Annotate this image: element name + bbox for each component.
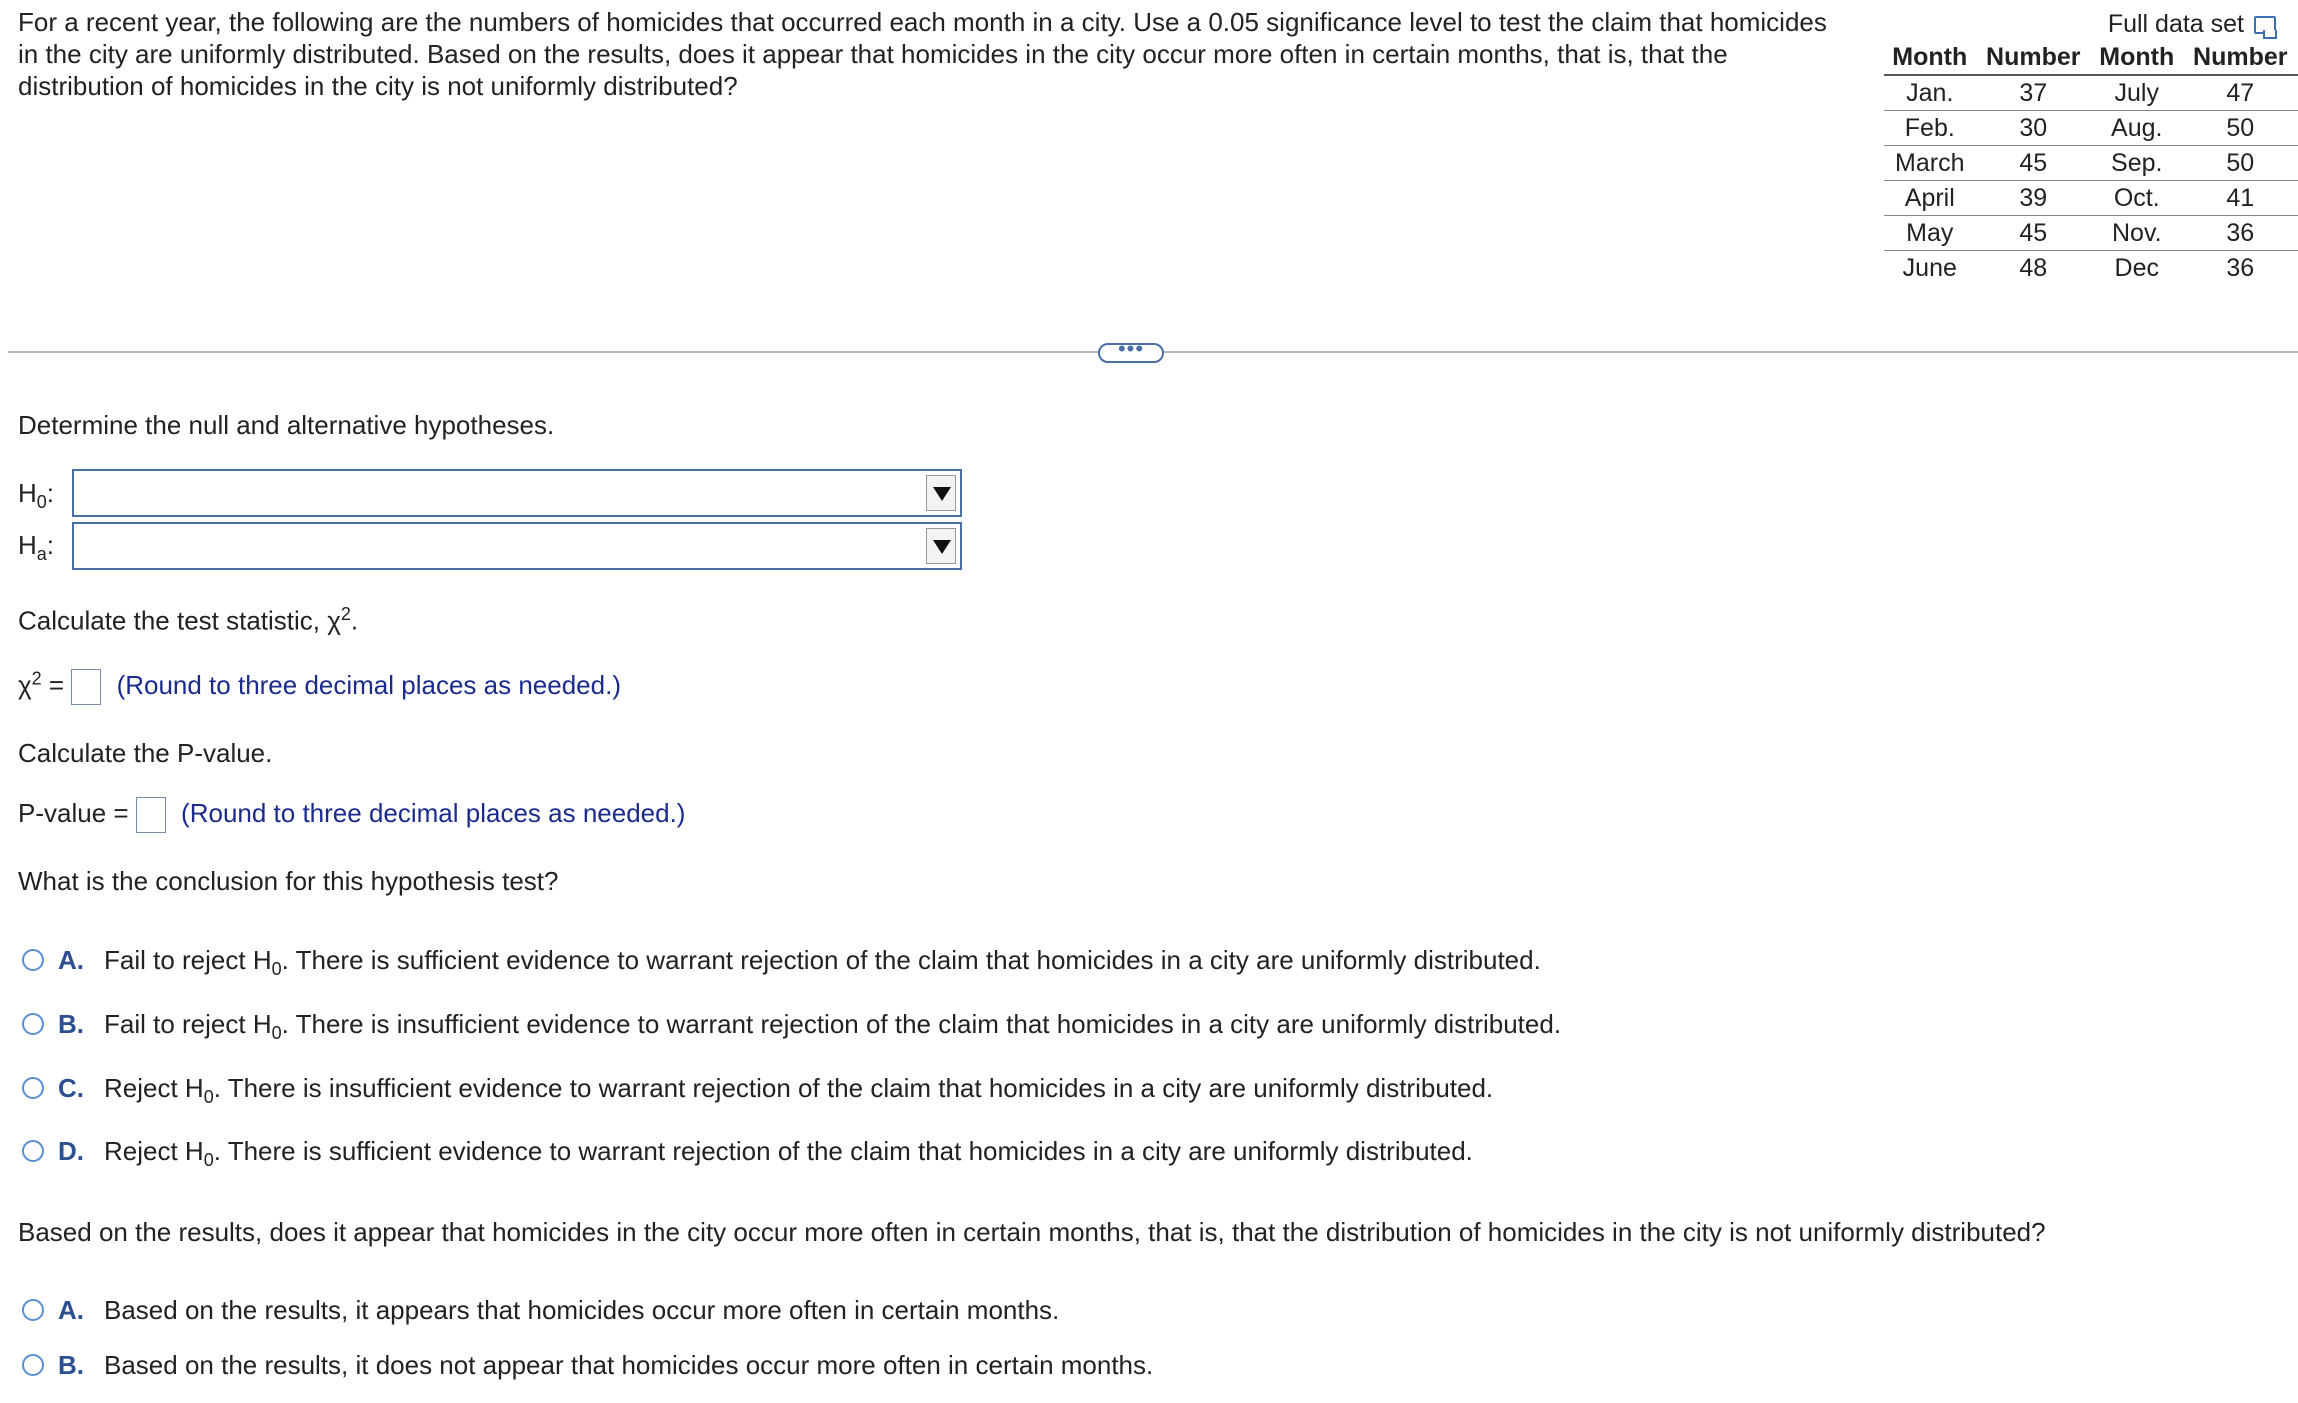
full-data-set-link[interactable]: [1884, 8, 2298, 40]
radio-button[interactable]: [22, 1140, 44, 1162]
table-cell: 50: [2183, 111, 2298, 146]
table-cell: April: [1884, 181, 1976, 216]
ha-dropdown[interactable]: [72, 522, 962, 570]
radio-button[interactable]: [22, 1354, 44, 1376]
table-cell: 47: [2183, 75, 2298, 111]
table-cell: Jan.: [1884, 75, 1976, 111]
data-table-panel: [1884, 8, 2298, 285]
table-header-row: [1884, 40, 2298, 75]
table-row: [1884, 75, 2298, 111]
dropdown-arrow-icon[interactable]: [926, 475, 956, 511]
conclusion-option-d[interactable]: D. Reject $H_0$. There is sufficient evidence to warrant rejection of the claim that homicides in a city are uniformly distributed.: [22, 1131, 1473, 1171]
conclusion-option-b[interactable]: B. Fail to reject $H_0$. There is insufficient evidence to warrant rejection of the claim that homicides in a city are uniformly distributed.: [22, 1004, 1561, 1044]
more-button[interactable]: •••: [1098, 343, 1164, 363]
hypotheses-prompt: Determine the null and alternative hypotheses.: [18, 410, 555, 440]
table-cell: 30: [1976, 111, 2091, 146]
h0-dropdown[interactable]: [72, 469, 962, 517]
table-cell: 36: [2226, 253, 2255, 282]
copy-icon[interactable]: [2254, 16, 2276, 34]
chi-square-row: [18, 668, 621, 705]
table-cell: 48: [2019, 253, 2048, 282]
radio-button[interactable]: [22, 1299, 44, 1321]
column-header: Month: [1884, 40, 1976, 75]
table-row: [1884, 111, 2298, 146]
test-statistic-prompt: Calculate the test statistic, $\chi^2$.: [18, 604, 359, 636]
table-cell: 50: [2183, 146, 2298, 181]
table-cell: Nov.: [2091, 216, 2183, 251]
final-question-prompt: Based on the results, does it appear that homicides in the city occur more often in certain months, that is, that the distribution of homicides in the city is not uniformly distributed?: [18, 1217, 2046, 1247]
table-cell: Aug.: [2091, 111, 2183, 146]
table-cell: Dec: [2114, 253, 2159, 282]
pvalue-prompt: Calculate the P-value.: [18, 738, 273, 768]
radio-button[interactable]: [22, 1077, 44, 1099]
table-row: [1884, 251, 2298, 286]
problem-statement: For a recent year, the following are the numbers of homicides that occurred each month in a city. Use a 0.05 significance level to test the claim that homicides in the city are uniformly distributed. Based on the results, does it appear that homicides in the city occur more often in certain months, that is, that the distribution of homicides in the city is not uniformly distributed?: [18, 7, 1827, 101]
final-option-b[interactable]: B. Based on the results, it does not appear that homicides occur more often in certain months.: [22, 1345, 1153, 1385]
table-cell: 36: [2183, 216, 2298, 251]
table-cell: 41: [2183, 181, 2298, 216]
table-row: [1884, 181, 2298, 216]
data-table: [1884, 40, 2298, 285]
conclusion-prompt: What is the conclusion for this hypothesis test?: [18, 866, 559, 896]
table-row: [1884, 216, 2298, 251]
radio-button[interactable]: [22, 949, 44, 971]
chi-square-hint: (Round to three decimal places as needed.): [116, 669, 621, 700]
final-option-a[interactable]: A. Based on the results, it appears that homicides occur more often in certain months.: [22, 1290, 1059, 1330]
table-cell: 37: [1976, 75, 2091, 111]
dropdown-arrow-icon[interactable]: [926, 528, 956, 564]
conclusion-option-c[interactable]: C. Reject $H_0$. There is insufficient evidence to warrant rejection of the claim that homicides in a city are uniformly distributed.: [22, 1068, 1493, 1108]
table-row: [1884, 146, 2298, 181]
column-header: Number: [2183, 40, 2298, 75]
conclusion-option-a[interactable]: A. Fail to reject $H_0$. There is sufficient evidence to warrant rejection of the claim that homicides in a city are uniformly distributed.: [22, 940, 1541, 980]
pvalue-hint: (Round to three decimal places as needed.): [181, 797, 686, 828]
table-cell: Sep.: [2091, 146, 2183, 181]
column-header: Month: [2091, 40, 2183, 75]
full-data-set-label[interactable]: Full data set: [2107, 10, 2244, 38]
ha-label: $H_a$:: [18, 530, 55, 565]
pvalue-label: P-value =: [18, 797, 129, 828]
table-cell: 45: [1976, 216, 2091, 251]
table-cell: Oct.: [2091, 181, 2183, 216]
table-cell: Feb.: [1884, 111, 1976, 146]
chi-square-input[interactable]: [71, 669, 101, 705]
table-cell: July: [2091, 75, 2183, 111]
table-cell: June: [1902, 253, 1957, 282]
column-header: Number: [1976, 40, 2091, 75]
chi-square-label: $\chi^2$ =: [18, 668, 65, 700]
radio-button[interactable]: [22, 1013, 44, 1035]
pvalue-input[interactable]: [136, 797, 166, 833]
table-cell: 39: [1976, 181, 2091, 216]
table-cell: March: [1884, 146, 1976, 181]
table-cell: 45: [1976, 146, 2091, 181]
table-cell: May: [1884, 216, 1976, 251]
h0-label: $H_0$:: [18, 478, 55, 513]
pvalue-row: [18, 797, 685, 833]
